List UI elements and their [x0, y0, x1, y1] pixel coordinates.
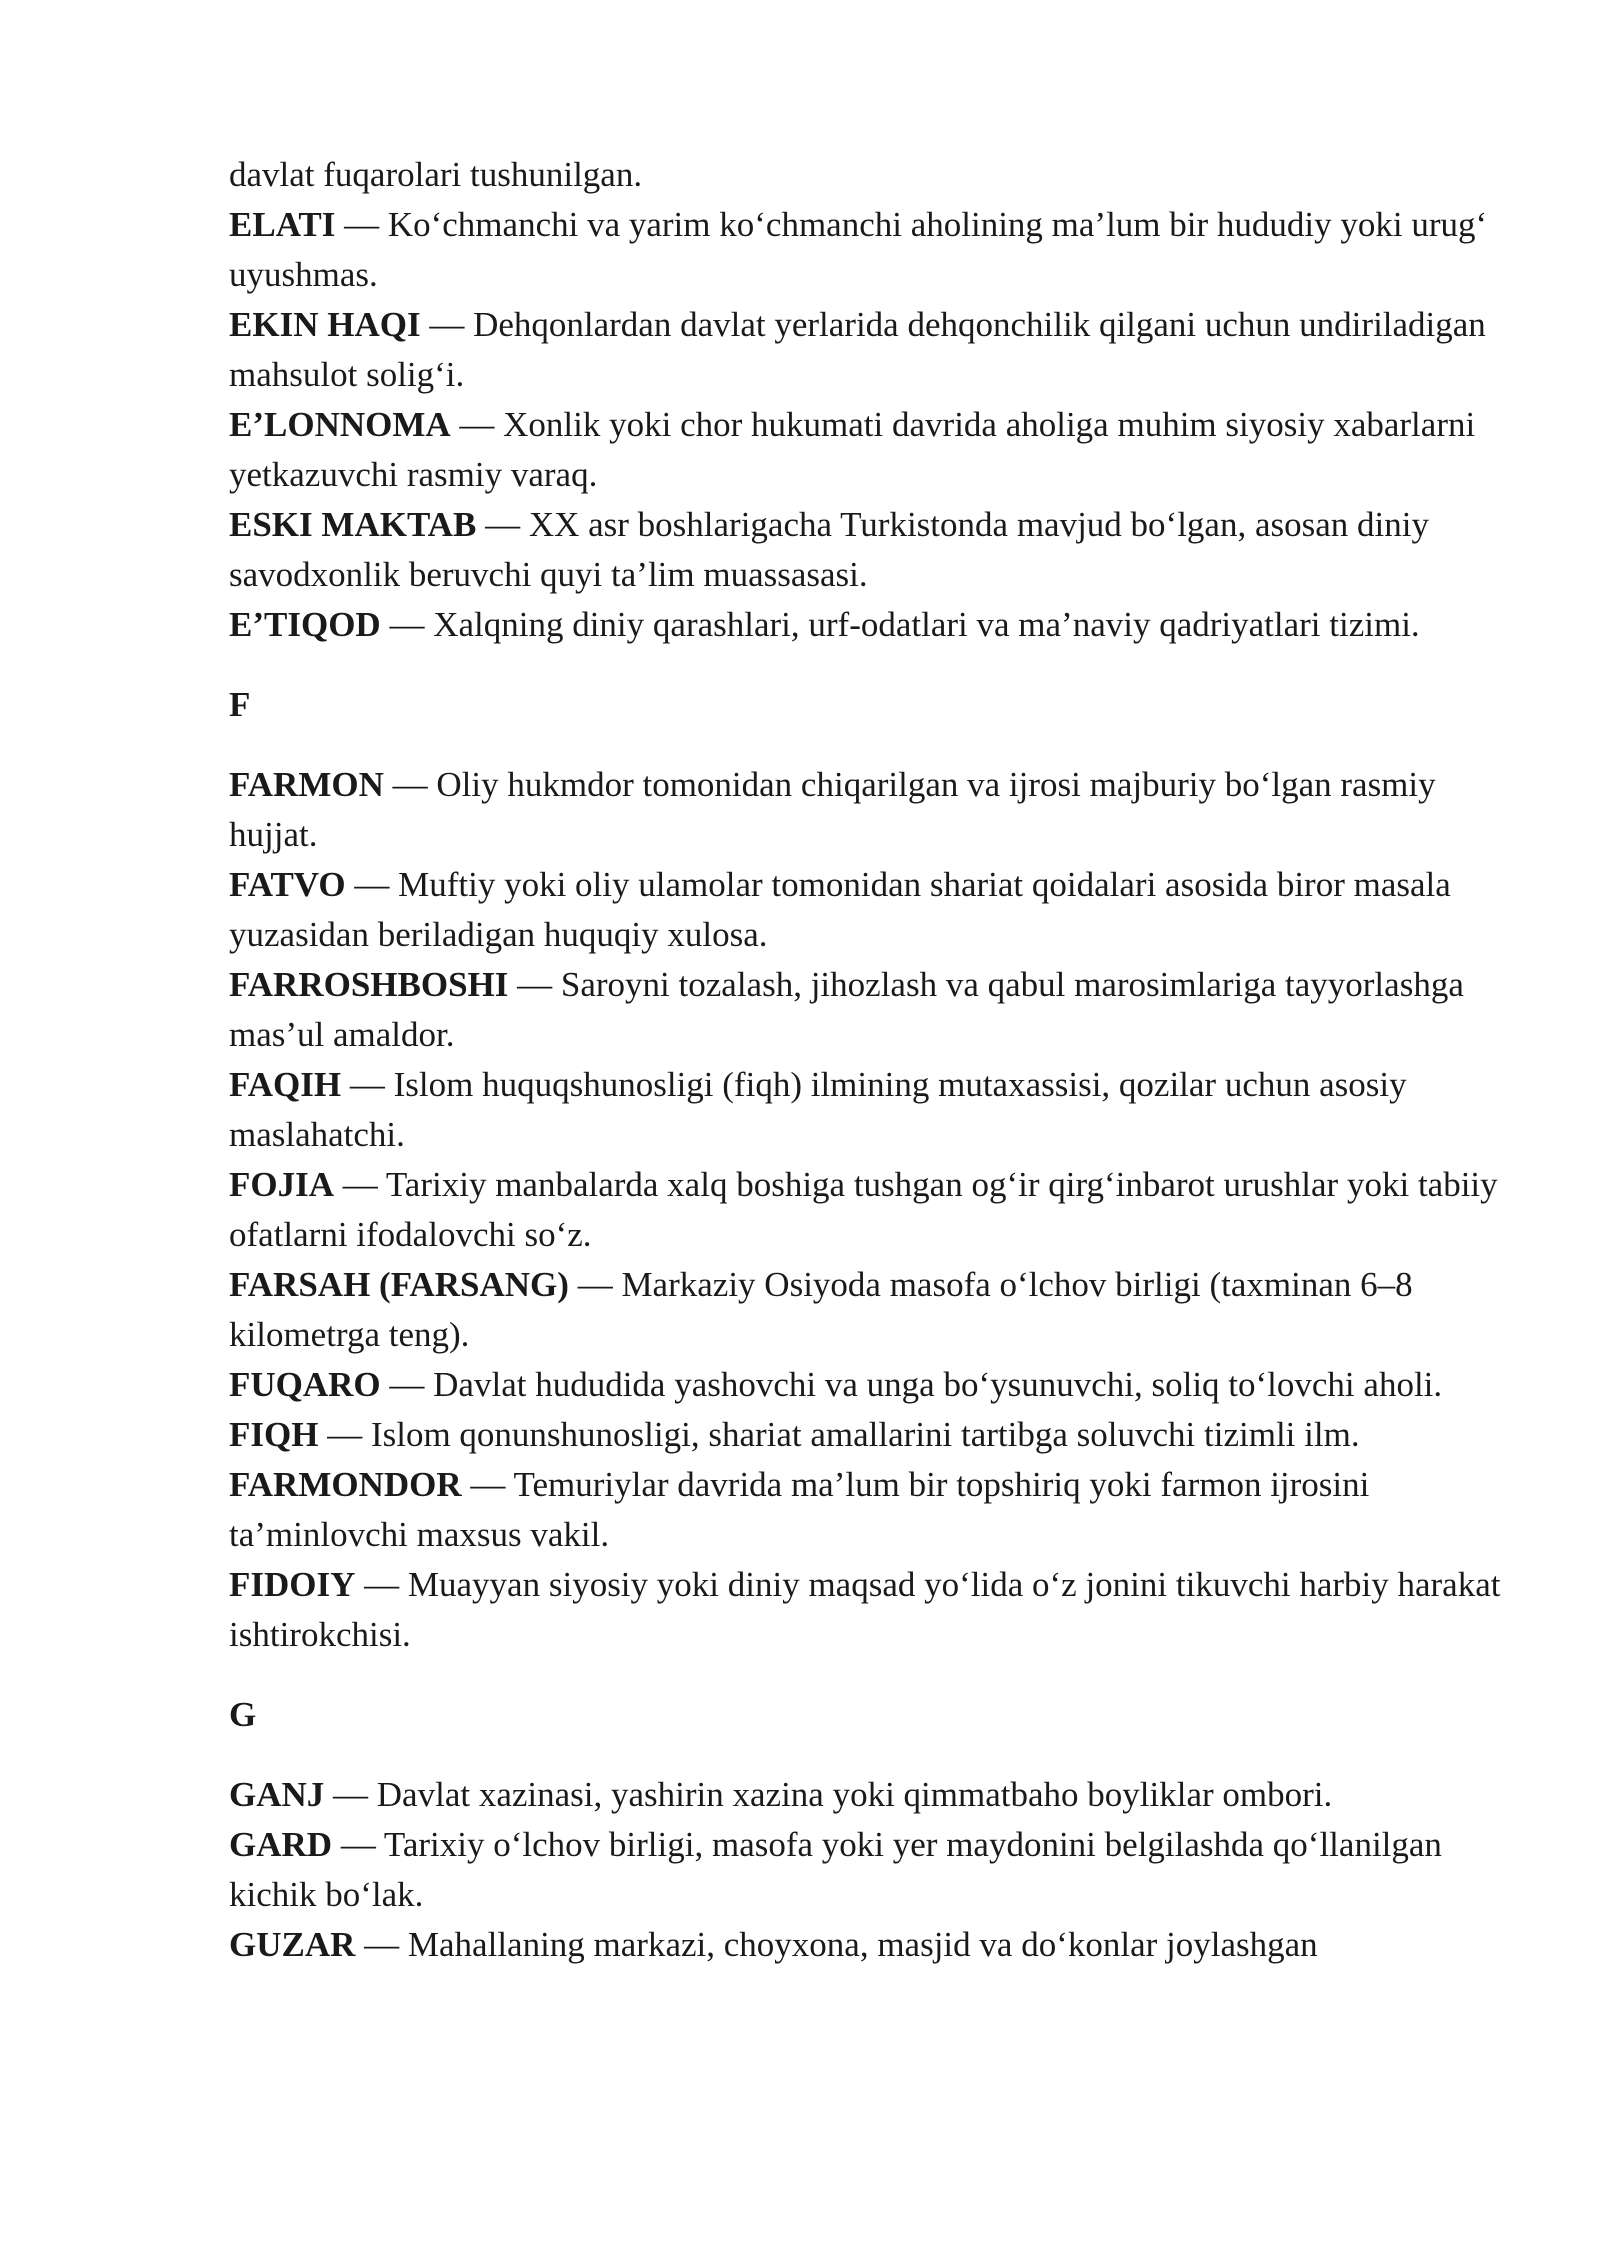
glossary-entry [229, 1920, 1529, 1970]
entry-term: GANJ [229, 1775, 325, 1814]
entry-definition: — XX asr boshlarigacha Turkistonda mavjud bo‘lgan, asosan diniy savodxonlik beruvchi quyi ta’lim muassasasi. [229, 505, 1429, 594]
entry-definition: — Islom qonunshunosligi, shariat amallarini tartibga soluvchi tizimli ilm. [318, 1415, 1360, 1454]
entry-term: GARD [229, 1825, 333, 1864]
continuation-text: davlat fuqarolari tushunilgan. [229, 155, 643, 194]
glossary-entry [229, 1360, 1529, 1410]
glossary-entry [229, 500, 1529, 600]
entry-term: EKIN HAQI [229, 305, 421, 344]
entry-definition: — Davlat hududida yashovchi va unga bo‘ysunuvchi, soliq to‘lovchi aholi. [380, 1365, 1443, 1404]
glossary-entry [229, 760, 1529, 860]
entry-term: FATVO [229, 865, 346, 904]
glossary-entry [229, 1820, 1529, 1920]
entry-definition: — Saroyni tozalash, jihozlash va qabul marosimlariga tayyorlashga mas’ul amaldor. [229, 965, 1464, 1054]
entry-term: E’LONNOMA [229, 405, 451, 444]
entry-definition: — Islom huquqshunosligi (fiqh) ilmining mutaxassisi, qozilar uchun asosiy maslahatchi. [229, 1065, 1407, 1154]
entry-definition: — Muayyan siyosiy yoki diniy maqsad yo‘lida o‘z jonini tikuvchi harbiy harakat ishtirokchisi. [229, 1565, 1501, 1654]
entry-definition: — Ko‘chmanchi va yarim ko‘chmanchi aholining ma’lum bir hududiy yoki urug‘ uyushmas. [229, 205, 1488, 294]
glossary-entry [229, 960, 1529, 1060]
section-f [229, 680, 1529, 1660]
glossary-entry [229, 1770, 1529, 1820]
entry-term: E’TIQOD [229, 605, 381, 644]
entry-term: ELATI [229, 205, 336, 244]
section-letter-heading: G [229, 1695, 257, 1734]
section-g [229, 1690, 1529, 1970]
glossary-entry [229, 1460, 1529, 1560]
section-letter-heading: F [229, 685, 251, 724]
entry-definition: — Muftiy yoki oliy ulamolar tomonidan shariat qoidalari asosida biror masala yuzasidan beriladigan huquqiy xulosa. [229, 865, 1451, 954]
entry-term: FARMON [229, 765, 384, 804]
glossary-entry [229, 1410, 1529, 1460]
section-e-entries [229, 200, 1529, 650]
entry-term: FARROSHBOSHI [229, 965, 509, 1004]
entry-term: FARSAH (FARSANG) [229, 1265, 569, 1304]
entry-term: FIQH [229, 1415, 319, 1454]
entry-term: FARMONDOR [229, 1465, 462, 1504]
glossary-entry [229, 1160, 1529, 1260]
glossary-entry [229, 860, 1529, 960]
document-page [229, 150, 1529, 1970]
entry-term: FUQARO [229, 1365, 381, 1404]
glossary-entry [229, 600, 1529, 650]
entry-term: FIDOIY [229, 1565, 356, 1604]
entry-term: GUZAR [229, 1925, 356, 1964]
entry-term: ESKI MAKTAB [229, 505, 477, 544]
entry-term: FAQIH [229, 1065, 342, 1104]
entry-definition: — Temuriylar davrida ma’lum bir topshiriq yoki farmon ijrosini ta’minlovchi maxsus vakil. [229, 1465, 1370, 1554]
entry-definition: — Tarixiy o‘lchov birligi, masofa yoki yer maydonini belgilashda qo‘llanilgan kichik bo‘lak. [229, 1825, 1442, 1914]
entry-definition: — Dehqonlardan davlat yerlarida dehqonchilik qilgani uchun undiriladigan mahsulot solig‘i. [229, 305, 1486, 394]
glossary-entry [229, 300, 1529, 400]
entry-definition: — Markaziy Osiyoda masofa o‘lchov birligi (taxminan 6–8 kilometrga teng). [229, 1265, 1413, 1354]
entry-definition: — Tarixiy manbalarda xalq boshiga tushgan og‘ir qirg‘inbarot urushlar yoki tabiiy ofatlarni ifodalovchi so‘z. [229, 1165, 1498, 1254]
glossary-entry [229, 1560, 1529, 1660]
glossary-entry [229, 400, 1529, 500]
entry-definition: — Oliy hukmdor tomonidan chiqarilgan va ijrosi majburiy bo‘lgan rasmiy hujjat. [229, 765, 1436, 854]
entry-definition: — Xonlik yoki chor hukumati davrida aholiga muhim siyosiy xabarlarni yetkazuvchi rasmiy varaq. [229, 405, 1476, 494]
glossary-entry [229, 1260, 1529, 1360]
entry-definition: — Mahallaning markazi, choyxona, masjid va do‘konlar joylashgan [355, 1925, 1318, 1964]
glossary-entry [229, 1060, 1529, 1160]
glossary-entry [229, 200, 1529, 300]
entry-definition: — Xalqning diniy qarashlari, urf-odatlari va ma’naviy qadriyatlari tizimi. [380, 605, 1420, 644]
entry-definition: — Davlat xazinasi, yashirin xazina yoki qimmatbaho boyliklar ombori. [324, 1775, 1333, 1814]
entry-term: FOJIA [229, 1165, 334, 1204]
